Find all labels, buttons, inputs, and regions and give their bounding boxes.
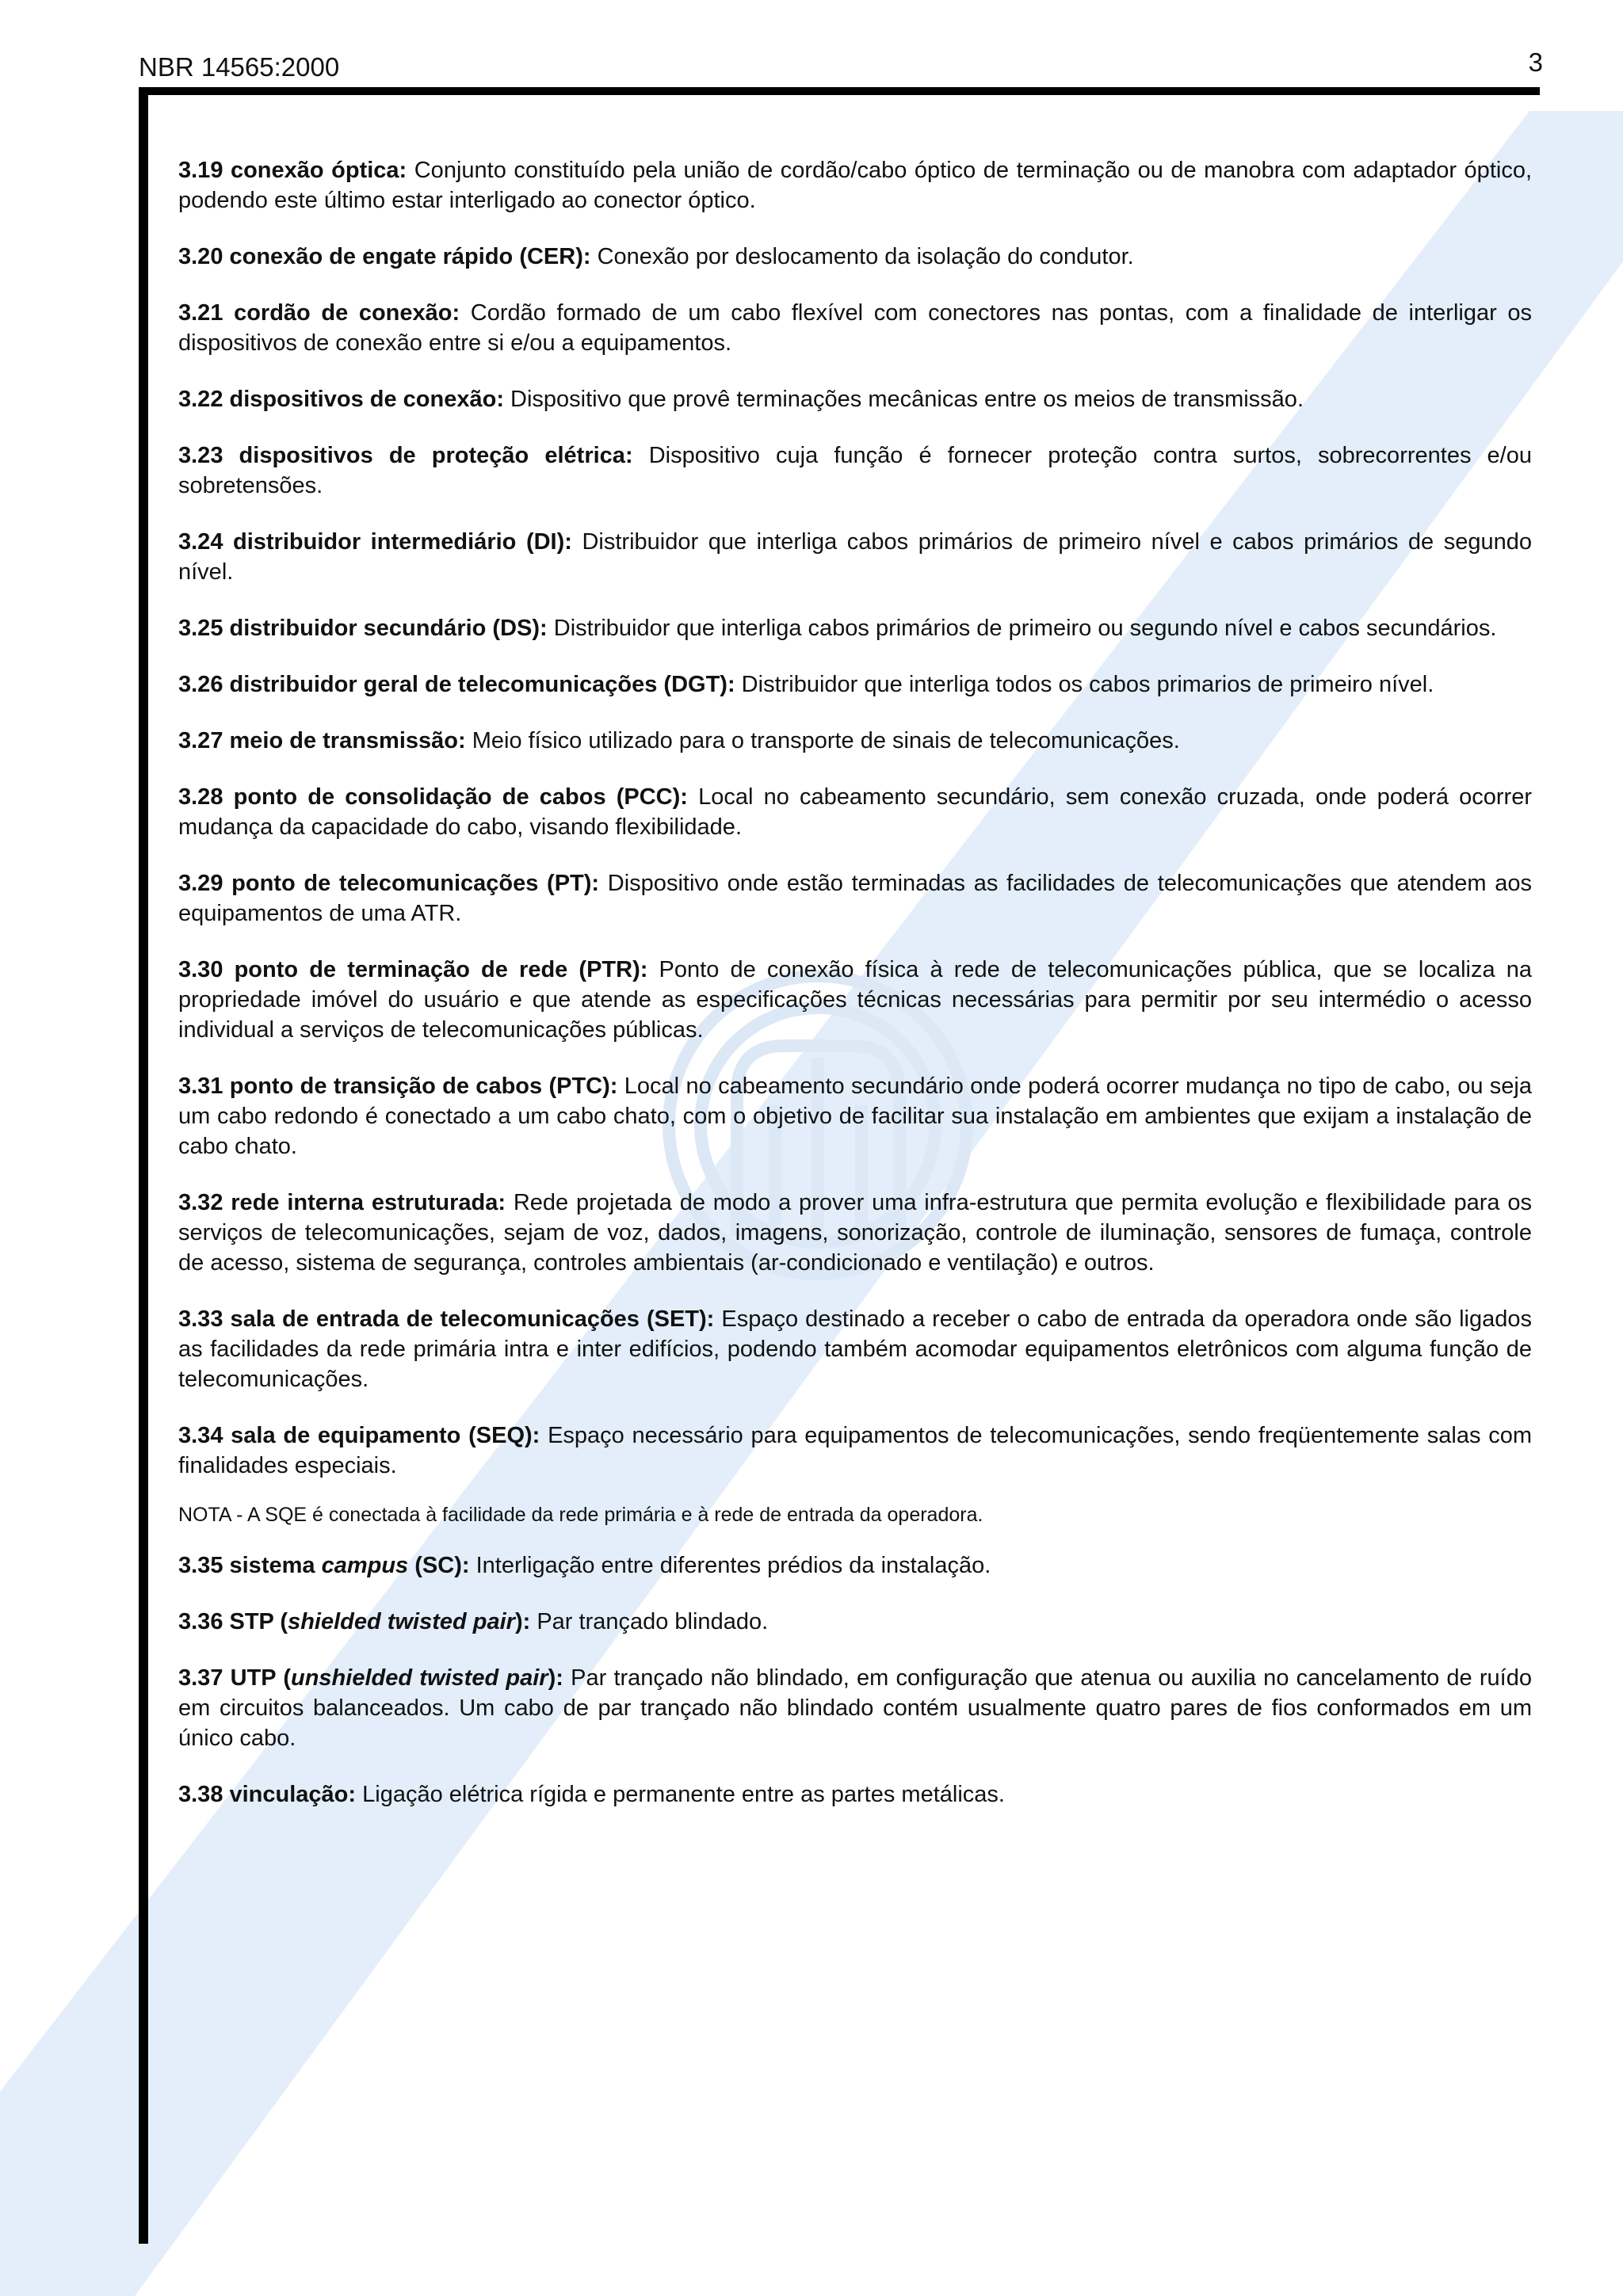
term: 3.23 dispositivos de proteção elétrica:: [178, 443, 633, 468]
definition-3-19: [178, 155, 1532, 215]
term: 3.32 rede interna estruturada:: [178, 1190, 506, 1215]
definition-text: Dispositivo onde estão terminadas as facilidades de telecomunicações que atendem aos equipamentos de uma ATR.: [178, 871, 1533, 926]
term: 3.22 dispositivos de conexão:: [178, 387, 504, 412]
term: 3.20 conexão de engate rápido (CER):: [178, 244, 591, 269]
definition-3-28: [178, 782, 1532, 842]
definition-3-35: [178, 1550, 1532, 1581]
term-rest: ):: [548, 1665, 563, 1691]
definition-3-30: [178, 955, 1532, 1045]
document-header: NBR 14565:2000: [139, 52, 340, 82]
definition-3-36: [178, 1607, 1532, 1637]
definition-3-21: [178, 298, 1532, 358]
definition-text: Local no cabeamento secundário onde poderá ocorrer mudança no tipo de cabo, ou seja um cabo redondo é conectado a um cabo chato, com o objetivo de facilitar sua instalação em ambientes que exijam a instalação de cabo chato.: [178, 1074, 1532, 1159]
definitions-section: [178, 155, 1532, 1836]
definition-text: Local no cabeamento secundário, sem conexão cruzada, onde poderá ocorrer mudança da capacidade do cabo, visando flexibilidade.: [178, 784, 1533, 840]
definition-text: Dispositivo cuja função é fornecer proteção contra surtos, sobrecorrentes e/ou sobretensões.: [178, 443, 1532, 498]
definition-text: Rede projetada de modo a prover uma infra-estrutura que permita evolução e flexibilidade para os serviços de telecomunicações, sejam de voz, dados, imagens, sonorização, controle de iluminação, sensores de fumaça, controle de acesso, sistema de segurança, controles ambientais (ar-condicionado e ventilação) e outros.: [178, 1190, 1532, 1276]
definition-3-27: [178, 726, 1532, 756]
definition-3-32: [178, 1188, 1532, 1278]
definition-text: Distribuidor que interliga cabos primários de primeiro nível e cabos primários de segundo nível.: [178, 529, 1532, 585]
term: 3.19 conexão óptica:: [178, 158, 407, 183]
term-rest: (SC):: [408, 1553, 470, 1578]
definition-text: Par trançado blindado.: [530, 1609, 769, 1634]
definition-3-37: [178, 1663, 1532, 1753]
term: 3.28 ponto de consolidação de cabos (PCC):: [178, 784, 688, 810]
definition-text: Distribuidor que interliga cabos primários de primeiro ou segundo nível e cabos secundários.: [547, 616, 1497, 641]
definition-3-23: [178, 441, 1532, 501]
term-italic: shielded twisted pair: [288, 1609, 515, 1634]
term: 3.25 distribuidor secundário (DS):: [178, 616, 548, 641]
term-italic: unshielded twisted pair: [291, 1665, 548, 1691]
definition-3-33: [178, 1304, 1532, 1394]
definition-text: Interligação entre diferentes prédios da instalação.: [469, 1553, 991, 1578]
left-margin-bar: [139, 87, 148, 2244]
definition-3-26: [178, 669, 1532, 700]
definition-3-25: [178, 613, 1532, 643]
definition-3-34: [178, 1421, 1532, 1481]
term: 3.21 cordão de conexão:: [178, 300, 460, 326]
definition-text: Dispositivo que provê terminações mecânicas entre os meios de transmissão.: [503, 387, 1304, 412]
definition-text: Meio físico utilizado para o transporte de sinais de telecomunicações.: [465, 728, 1180, 753]
definition-3-24: [178, 527, 1532, 587]
header-rule: [139, 87, 1540, 95]
definition-text: Conjunto constituído pela união de cordão/cabo óptico de terminação ou de manobra com adaptador óptico, podendo este último estar interligado ao conector óptico.: [178, 158, 1532, 213]
page-number: 3: [1528, 48, 1543, 77]
definition-3-29: [178, 868, 1532, 929]
term: 3.34 sala de equipamento (SEQ):: [178, 1423, 540, 1448]
definition-3-31: [178, 1071, 1532, 1161]
term: 3.27 meio de transmissão:: [178, 728, 466, 753]
term: 3.30 ponto de terminação de rede (PTR):: [178, 957, 648, 982]
term: [178, 1553, 470, 1578]
term: 3.33 sala de entrada de telecomunicações (SET):: [178, 1306, 715, 1332]
definition-text: Distribuidor que interliga todos os cabos primarios de primeiro nível.: [735, 672, 1434, 697]
definition-3-20: [178, 242, 1532, 272]
definition-text: Ligação elétrica rígida e permanente entre as partes metálicas.: [356, 1782, 1005, 1807]
note: NOTA - A SQE é conectada à facilidade da rede primária e à rede de entrada da operadora.: [178, 1504, 983, 1526]
term: 3.31 ponto de transição de cabos (PTC):: [178, 1074, 618, 1099]
term-rest: ):: [514, 1609, 531, 1634]
definition-text: Ponto de conexão física à rede de telecomunicações pública, que se localiza na propriedade imóvel do usuário e que atende as especificações técnicas necessárias para permitir por seu intermédio o acesso individual a serviços de telecomunicações públicas.: [178, 957, 1532, 1043]
term-number: 3.37 UTP (: [178, 1665, 291, 1691]
term: [178, 1609, 530, 1634]
term: 3.38 vinculação:: [178, 1782, 357, 1807]
definition-text: Par trançado não blindado, em configuração que atenua ou auxilia no cancelamento de ruído em circuitos balanceados. Um cabo de par trançado não blindado contém usualmente quatro pares de fios conformados em um único cabo.: [178, 1665, 1532, 1751]
term: 3.29 ponto de telecomunicações (PT):: [178, 871, 600, 896]
term-number: 3.36 STP (: [178, 1609, 288, 1634]
term: 3.26 distribuidor geral de telecomunicações (DGT):: [178, 672, 735, 697]
definition-3-22: [178, 384, 1532, 414]
definition-3-38: [178, 1779, 1532, 1810]
definition-text: Espaço destinado a receber o cabo de entrada da operadora onde são ligados as facilidades da rede primária intra e inter edifícios, podendo também acomodar equipamentos eletrônicos com alguma função de telecomunicações.: [178, 1306, 1532, 1392]
term: [178, 1665, 563, 1691]
term: 3.24 distribuidor intermediário (DI):: [178, 529, 572, 555]
definition-text: Espaço necessário para equipamentos de telecomunicações, sendo freqüentemente salas com finalidades especiais.: [178, 1423, 1532, 1478]
definition-text: Cordão formado de um cabo flexível com conectores nas pontas, com a finalidade de interligar os dispositivos de conexão entre si e/ou a equipamentos.: [178, 300, 1532, 356]
definition-text: Conexão por deslocamento da isolação do condutor.: [590, 244, 1134, 269]
term-italic: campus: [321, 1553, 409, 1578]
term-number: 3.35 sistema: [178, 1553, 322, 1578]
